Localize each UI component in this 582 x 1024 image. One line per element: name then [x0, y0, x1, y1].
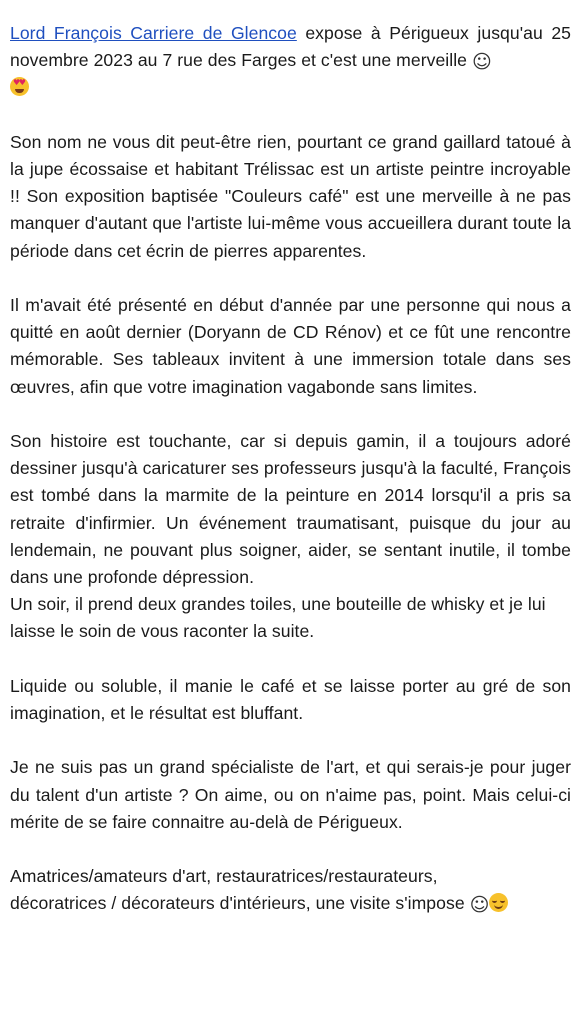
slightly-smiling-face-emoji: ☺ [469, 894, 490, 917]
paragraph-artist-intro: Son nom ne vous dit peut-être rien, pourtant ce grand gaillard tatoué à la jupe écossaise et habitant Trélissac est un artiste peintre incroyable !! Son exposition baptisée "Couleurs café" est une merveille à ne pas manquer d'autant que l'artiste lui-même vous accueillera durant toute la période dans cet écrin de pierres apparentes. [10, 131, 571, 261]
intro-text: expose à Périgueux jusqu'au 25 novembre 2023 au 7 rue des Farges et c'est une merveille [10, 23, 571, 71]
heart-eyes-emoji [10, 77, 29, 96]
paragraph-meeting: Il m'avait été présenté en début d'année par une personne qui nous a quitté en août dernier (Doryann de CD Rénov) et ce fût une rencontre mémorable. Ses tableaux invitent à une immersion totale dans ses œuvres, afin que votre imagination vagabonde sans limites. [10, 295, 571, 397]
smiling-face-emoji [489, 893, 508, 912]
intro-paragraph [10, 20, 571, 102]
paragraph-opinion: Je ne suis pas un grand spécialiste de l'art, et qui serais-je pour juger du talent d'un artiste ? On aime, ou on n'aime pas, point. Mais celui-ci mérite de se faire connaitre au-delà de Périgueux. [10, 757, 571, 832]
slightly-smiling-face-emoji: ☺ [471, 51, 492, 74]
paragraph-whisky: Un soir, il prend deux grandes toiles, une bouteille de whisky et je lui laisse le soin de vous raconter la suite. [10, 594, 546, 642]
artist-name-link[interactable]: Lord François Carriere de Glencoe [10, 23, 297, 43]
paragraph-coffee: Liquide ou soluble, il manie le café et se laisse porter au gré de son imagination, et le résultat est bluffant. [10, 675, 571, 724]
paragraph-story: Son histoire est touchante, car si depuis gamin, il a toujours adoré dessiner jusqu'à caricaturer ses professeurs jusqu'à la faculté, François est tombé dans la marmite de la peinture en 2014 lorsqu'il a pris sa retraite d'infirmier. Un événement traumatisant, puisque du jour au lendemain, ne pouvant plus soigner, aider, se sentant inutile, il tombe dans une profonde dépression. [10, 431, 571, 588]
closing-paragraph [10, 863, 571, 917]
closing-line-2: décoratrices / décorateurs d'intérieurs, une visite s'impose [10, 893, 470, 914]
closing-line-1: Amatrices/amateurs d'art, restauratrices/restaurateurs, [10, 866, 438, 887]
